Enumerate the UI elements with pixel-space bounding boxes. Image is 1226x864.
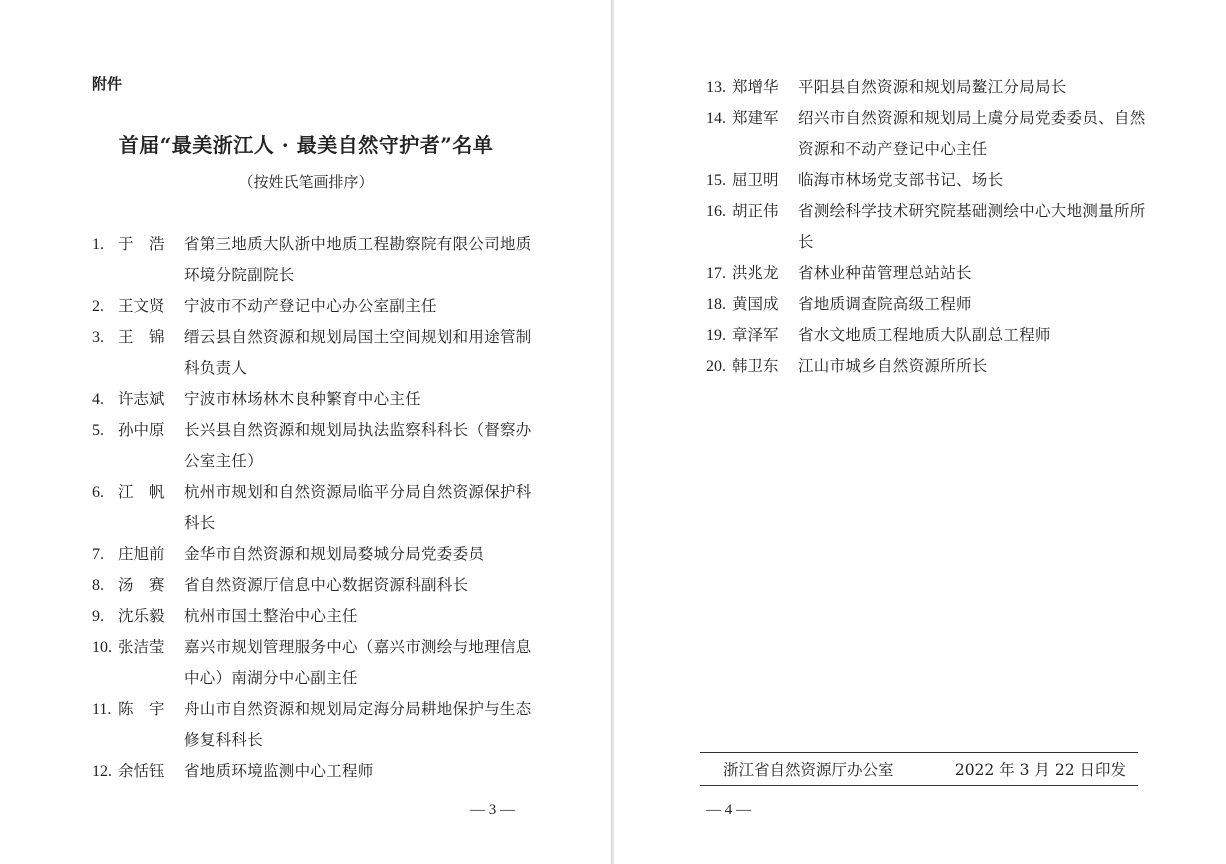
entry-number: 19. [706,327,726,344]
entry-number: 13. [706,79,726,96]
list-item [92,291,532,322]
entry-position: 舟山市自然资源和规划局定海分局耕地保护与生态修复科科长 [184,700,532,749]
list-item [706,289,1146,320]
entry-position: 江山市城乡自然资源所所长 [798,357,988,375]
entry-number: 2. [92,298,104,315]
list-item [92,477,532,539]
list-item [92,694,532,756]
entry-number: 3. [92,329,104,346]
entry-name: 陈 宇 [118,700,165,718]
entry-name: 江 帆 [118,483,165,501]
list-item [706,258,1146,289]
list-item [92,756,532,787]
entry-position: 绍兴市自然资源和规划局上虞分局党委委员、自然资源和不动产登记中心主任 [798,109,1146,158]
entry-name: 余恬钰 [118,762,165,780]
entry-position: 平阳县自然资源和规划局鳌江分局局长 [798,78,1067,96]
entry-name: 张洁莹 [118,638,165,656]
list-item [92,322,532,384]
entry-name: 韩卫东 [732,357,779,375]
entry-position: 缙云县自然资源和规划局国土空间规划和用途管制科负责人 [184,328,532,377]
entry-position: 金华市自然资源和规划局婺城分局党委委员 [184,545,485,563]
entry-position: 杭州市规划和自然资源局临平分局自然资源保护科科长 [184,483,532,532]
entry-position: 省测绘科学技术研究院基础测绘中心大地测量所所长 [798,202,1146,251]
list-item [92,632,532,694]
entry-position: 临海市林场党支部书记、场长 [798,171,1004,189]
entry-name: 庄旭前 [118,545,165,563]
list-item [92,384,532,415]
entry-position: 宁波市林场林木良种繁育中心主任 [184,390,422,408]
entry-name: 许志斌 [118,390,165,408]
entry-number: 11. [92,701,112,718]
entry-position: 省第三地质大队浙中地质工程勘察院有限公司地质环境分院副院长 [184,235,532,284]
entry-number: 4. [92,391,104,408]
entry-number: 18. [706,296,726,313]
entry-name: 洪兆龙 [732,264,779,282]
entry-number: 12. [92,763,112,780]
entry-number: 10. [92,639,112,656]
entry-position: 省地质调查院高级工程师 [798,295,972,313]
entry-number: 20. [706,358,726,375]
issue-date: 2022 年 3 月 22 日印发 [954,761,1126,779]
attachment-label: 附件 [92,75,123,93]
list-item [92,229,532,291]
list-item [706,72,1146,103]
entry-position: 省水文地质工程地质大队副总工程师 [798,326,1051,344]
entry-name: 屈卫明 [732,171,779,189]
issuer-name: 浙江省自然资源厅办公室 [723,761,894,779]
page-number: — 4 — [706,802,751,818]
list-item [92,570,532,601]
entry-number: 15. [706,172,726,189]
entry-position: 嘉兴市规划管理服务中心（嘉兴市测绘与地理信息中心）南湖分中心副主任 [184,638,532,687]
issuance-footer [700,752,1138,786]
entry-position: 省林业种苗管理总站站长 [798,264,972,282]
entry-position: 杭州市国土整治中心主任 [184,607,358,625]
entry-number: 8. [92,577,104,594]
document-title: 首届“最美浙江人 · 最美自然守护者”名单 [118,133,494,157]
entry-position: 省自然资源厅信息中心数据资源科副科长 [184,576,469,594]
left-page [0,0,612,864]
entry-position: 长兴县自然资源和规划局执法监察科科长（督察办公室主任） [184,421,532,470]
list-item [92,415,532,477]
entry-name: 沈乐毅 [118,607,165,625]
entry-name: 黄国成 [732,295,779,313]
list-item [92,601,532,632]
entry-number: 14. [706,110,726,127]
entry-name: 王文贤 [118,297,165,315]
entry-number: 9. [92,608,104,625]
entry-number: 5. [92,422,104,439]
list-item [706,320,1146,351]
entry-number: 17. [706,265,726,282]
list-item [706,351,1146,382]
name-list-left [92,229,532,787]
entry-name: 郑建军 [732,109,779,127]
list-item [92,539,532,570]
entry-name: 胡正伟 [732,202,779,220]
entry-position: 省地质环境监测中心工程师 [184,762,374,780]
entry-number: 7. [92,546,104,563]
entry-name: 孙中原 [118,421,165,439]
right-page [614,0,1226,864]
entry-name: 于 浩 [118,235,165,253]
entry-name: 章泽军 [732,326,779,344]
page-number: — 3 — [470,802,515,818]
list-item [706,196,1146,258]
name-list-right [706,72,1146,382]
document-subtitle: （按姓氏笔画排序） [238,173,374,191]
entry-number: 6. [92,484,104,501]
entry-name: 王 锦 [118,328,165,346]
entry-number: 16. [706,203,726,220]
entry-number: 1. [92,236,104,253]
entry-position: 宁波市不动产登记中心办公室副主任 [184,297,437,315]
entry-name: 郑增华 [732,78,779,96]
list-item [706,165,1146,196]
entry-name: 汤 赛 [118,576,165,594]
list-item [706,103,1146,165]
